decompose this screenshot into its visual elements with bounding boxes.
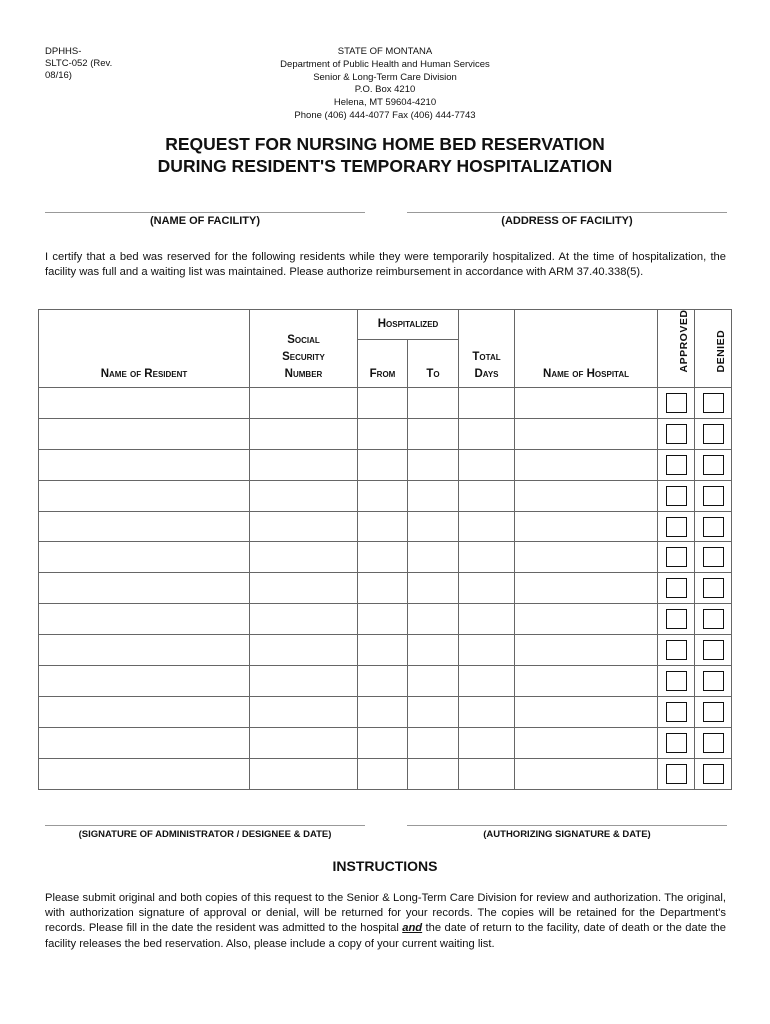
ssn-cell[interactable] [250,449,358,480]
hospital-name-cell[interactable] [515,696,658,727]
denied-cell [695,542,732,573]
ssn-cell[interactable] [250,727,358,758]
facility-name-line [45,212,365,213]
resident-name-cell[interactable] [39,449,250,480]
total-days-cell[interactable] [459,511,515,542]
from-date-cell[interactable] [358,696,408,727]
col-denied [695,310,732,388]
ssn-cell[interactable] [250,480,358,511]
agency-line: STATE OF MONTANA [337,46,433,57]
ssn-cell[interactable] [250,542,358,573]
resident-name-cell[interactable] [39,542,250,573]
col-total-days [459,310,515,388]
from-date-cell[interactable] [358,418,408,449]
col-total-days-line: Total [472,351,501,363]
col-denied-label: DENIED [715,329,728,373]
denied-checkbox[interactable] [703,640,724,660]
denied-cell [695,727,732,758]
denied-cell [695,511,732,542]
to-date-cell[interactable] [408,727,459,758]
from-date-cell[interactable] [358,635,408,666]
approved-checkbox[interactable] [666,517,687,537]
approved-cell [658,604,695,635]
authorizing-signature-label: (AUTHORIZING SIGNATURE & DATE) [483,829,651,840]
instructions-title: INSTRUCTIONS [332,858,438,874]
approved-cell [658,542,695,573]
resident-name-cell[interactable] [39,758,250,789]
from-date-cell[interactable] [358,727,408,758]
resident-name-cell[interactable] [39,635,250,666]
approved-cell [658,480,695,511]
approved-cell [658,418,695,449]
agency-line: Phone (406) 444-4077 Fax (406) 444-7743 [294,109,476,121]
denied-checkbox[interactable] [703,424,724,444]
facility-name-label: (NAME OF FACILITY) [150,215,260,227]
approved-cell [658,758,695,789]
hospital-name-cell[interactable] [515,511,658,542]
form-title-line1: REQUEST FOR NURSING HOME BED RESERVATION [165,134,605,154]
hospital-name-cell[interactable] [515,449,658,480]
denied-checkbox[interactable] [703,517,724,537]
col-hospitalized: Hospitalized [358,310,459,340]
to-date-cell[interactable] [408,573,459,604]
denied-checkbox[interactable] [703,609,724,629]
agency-line: P.O. Box 4210 [354,84,416,96]
authorizing-signature-field[interactable] [407,825,727,840]
approved-cell [658,696,695,727]
ssn-cell[interactable] [250,696,358,727]
instructions-text [45,891,726,952]
approved-checkbox[interactable] [666,640,687,660]
col-to: To [408,340,459,388]
total-days-cell[interactable] [459,696,515,727]
resident-name-cell[interactable] [39,388,250,419]
total-days-cell[interactable] [459,635,515,666]
ssn-cell[interactable] [250,604,358,635]
to-date-cell[interactable] [408,758,459,789]
denied-checkbox[interactable] [703,733,724,753]
approved-checkbox[interactable] [666,733,687,753]
denied-cell [695,388,732,419]
total-days-cell[interactable] [459,418,515,449]
table-row [39,388,732,419]
total-days-cell[interactable] [459,573,515,604]
approved-checkbox[interactable] [666,424,687,444]
denied-cell [695,449,732,480]
admin-signature-field[interactable] [45,825,365,840]
hospital-name-cell[interactable] [515,604,658,635]
facility-address-line [407,212,727,213]
ssn-cell[interactable] [250,666,358,697]
total-days-cell[interactable] [459,449,515,480]
denied-cell [695,635,732,666]
from-date-cell[interactable] [358,511,408,542]
total-days-cell[interactable] [459,727,515,758]
col-name-of-resident: Name of Resident [39,310,250,388]
resident-name-cell[interactable] [39,480,250,511]
denied-cell [695,604,732,635]
approved-cell [658,388,695,419]
table-row [39,666,732,697]
form-id-line: DPHHS- [45,46,82,57]
approved-checkbox[interactable] [666,671,687,691]
table-row [39,449,732,480]
hospital-name-cell[interactable] [515,758,658,789]
col-ssn-line: Social [287,334,320,346]
form-id-line: SLTC-052 (Rev. [45,58,113,69]
table-row [39,758,732,789]
ssn-cell[interactable] [250,388,358,419]
col-ssn-line: Security [282,351,325,363]
from-date-cell[interactable] [358,604,408,635]
from-date-cell[interactable] [358,480,408,511]
col-total-days-line: Days [474,368,499,380]
total-days-cell[interactable] [459,480,515,511]
hospital-name-cell[interactable] [515,666,658,697]
approved-checkbox[interactable] [666,702,687,722]
col-ssn [250,310,358,388]
col-ssn-line: Number [284,368,323,380]
instructions-emphasis: and [402,922,423,935]
table-row [39,542,732,573]
hospital-name-cell[interactable] [515,542,658,573]
total-days-cell[interactable] [459,542,515,573]
agency-address [235,46,535,123]
to-date-cell[interactable] [408,480,459,511]
admin-signature-line [45,825,365,826]
to-date-cell[interactable] [408,635,459,666]
denied-checkbox[interactable] [703,455,724,475]
agency-line: Helena, MT 59604-4210 [333,97,437,109]
ssn-cell[interactable] [250,758,358,789]
denied-cell [695,418,732,449]
approved-checkbox[interactable] [666,486,687,506]
to-date-cell[interactable] [408,388,459,419]
approved-checkbox[interactable] [666,393,687,413]
hospital-name-cell[interactable] [515,388,658,419]
total-days-cell[interactable] [459,758,515,789]
approved-cell [658,635,695,666]
resident-name-cell[interactable] [39,511,250,542]
resident-name-cell[interactable] [39,604,250,635]
from-date-cell[interactable] [358,388,408,419]
table-row [39,511,732,542]
table-row [39,480,732,511]
form-title [0,133,770,177]
col-from: From [358,340,408,388]
total-days-cell[interactable] [459,388,515,419]
instructions-text-part1: Please submit original and both copies of this request to the Senior & Long-Term Care Division for review and authorization. The original, with authorization signature of approval or denial, will be returned for your records. The copies will be retained for the Department's records. Please fill in the date the resident was admitted to the hospital [45,892,726,935]
from-date-cell[interactable] [358,573,408,604]
approved-checkbox[interactable] [666,609,687,629]
denied-checkbox[interactable] [703,486,724,506]
agency-line: Senior & Long-Term Care Division [313,71,457,83]
to-date-cell[interactable] [408,604,459,635]
denied-cell [695,480,732,511]
to-date-cell[interactable] [408,696,459,727]
to-date-cell[interactable] [408,418,459,449]
authorizing-signature-line [407,825,727,826]
hospital-name-cell[interactable] [515,635,658,666]
table-row [39,418,732,449]
to-date-cell[interactable] [408,449,459,480]
col-name-of-hospital: Name of Hospital [515,310,658,388]
ssn-cell[interactable] [250,511,358,542]
col-approved-label: APPROVED [678,309,691,373]
denied-checkbox[interactable] [703,547,724,567]
hospital-name-cell[interactable] [515,418,658,449]
approved-checkbox[interactable] [666,764,687,784]
agency-line: Department of Public Health and Human Services [280,58,490,70]
form-id-line: 08/16) [45,70,72,81]
hospital-name-cell[interactable] [515,573,658,604]
admin-signature-label: (SIGNATURE OF ADMINISTRATOR / DESIGNEE & DATE) [78,829,332,840]
resident-table [38,309,732,790]
denied-cell [695,573,732,604]
facility-address-label: (ADDRESS OF FACILITY) [501,215,633,227]
resident-name-cell[interactable] [39,666,250,697]
ssn-cell[interactable] [250,573,358,604]
denied-cell [695,696,732,727]
from-date-cell[interactable] [358,449,408,480]
from-date-cell[interactable] [358,666,408,697]
total-days-cell[interactable] [459,666,515,697]
to-date-cell[interactable] [408,511,459,542]
denied-cell [695,666,732,697]
resident-name-cell[interactable] [39,418,250,449]
to-date-cell[interactable] [408,666,459,697]
approved-cell [658,573,695,604]
hospital-name-cell[interactable] [515,480,658,511]
denied-checkbox[interactable] [703,393,724,413]
table-row [39,604,732,635]
facility-address-field[interactable] [407,212,727,227]
from-date-cell[interactable] [358,758,408,789]
from-date-cell[interactable] [358,542,408,573]
facility-name-field[interactable] [45,212,365,227]
certification-text: I certify that a bed was reserved for the following residents while they were temporarily hospitalized. At the time of hospitalization, the facility was full and a waiting list was maintained. Please authorize reimbursement in accordance with ARM 37.40.338(5). [45,251,726,278]
approved-checkbox[interactable] [666,578,687,598]
approved-checkbox[interactable] [666,547,687,567]
approved-cell [658,449,695,480]
table-row [39,696,732,727]
form-id [45,46,112,82]
resident-name-cell[interactable] [39,573,250,604]
resident-name-cell[interactable] [39,696,250,727]
table-row [39,573,732,604]
denied-cell [695,758,732,789]
col-approved [658,310,695,388]
table-row [39,727,732,758]
approved-checkbox[interactable] [666,455,687,475]
ssn-cell[interactable] [250,418,358,449]
instructions-text-part2: the date of return to the facility, date of death or the date the facility releases the bed reservation. Also, please include a copy of your current waiting list. [45,922,726,950]
denied-checkbox[interactable] [703,671,724,691]
form-title-line2: DURING RESIDENT'S TEMPORARY HOSPITALIZATION [157,156,613,176]
ssn-cell[interactable] [250,635,358,666]
approved-cell [658,666,695,697]
to-date-cell[interactable] [408,542,459,573]
approved-cell [658,511,695,542]
resident-name-cell[interactable] [39,727,250,758]
total-days-cell[interactable] [459,604,515,635]
approved-cell [658,727,695,758]
denied-checkbox[interactable] [703,578,724,598]
denied-checkbox[interactable] [703,764,724,784]
hospital-name-cell[interactable] [515,727,658,758]
denied-checkbox[interactable] [703,702,724,722]
table-row [39,635,732,666]
